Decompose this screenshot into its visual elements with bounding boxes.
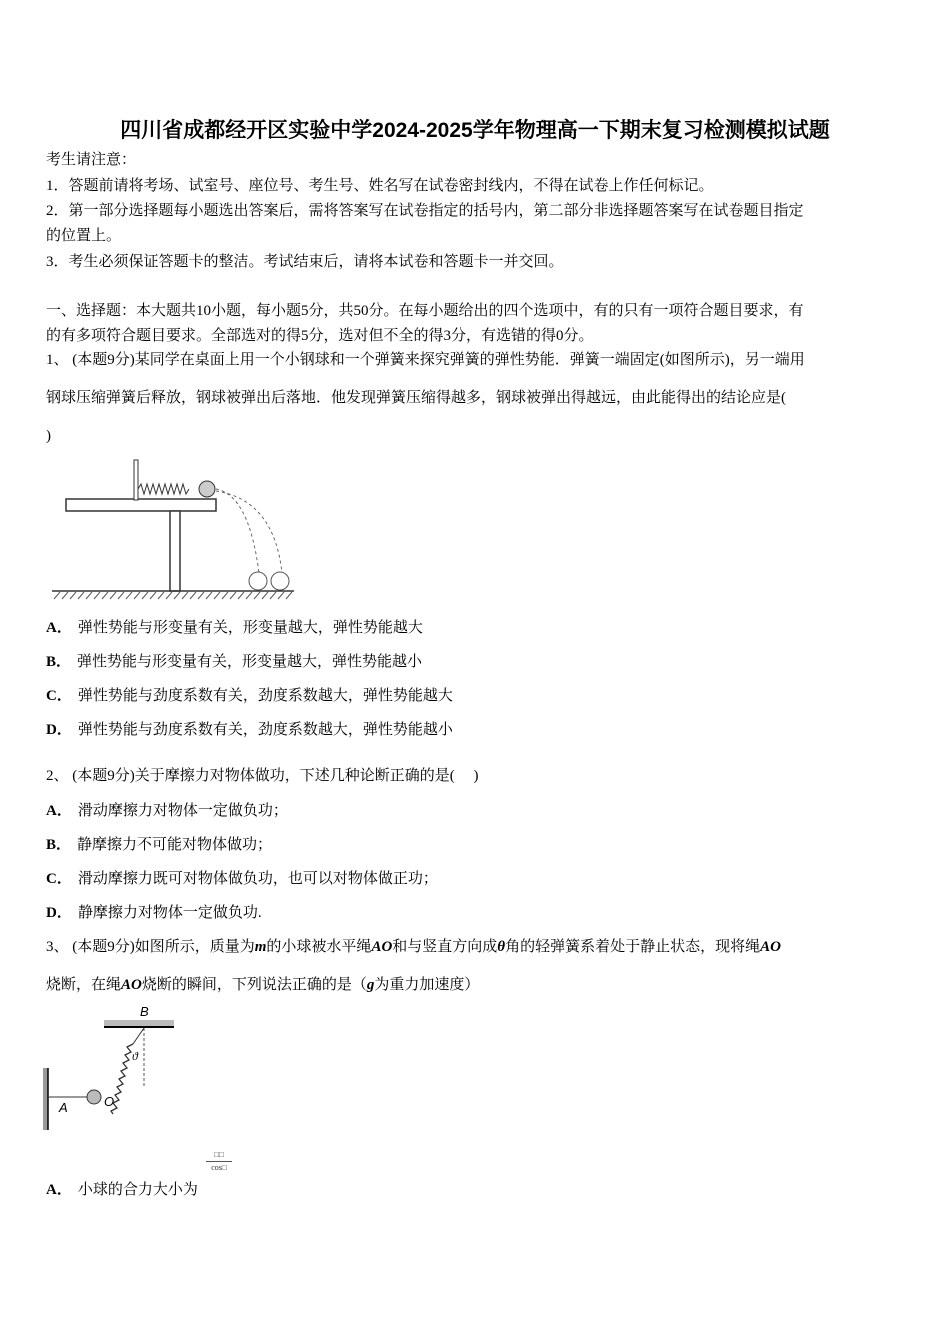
q1-option-d[interactable] [46, 720, 453, 740]
text: 3、 (本题9分)如图所示，质量为 [46, 939, 255, 955]
option-letter: C． [46, 688, 72, 704]
option-text: 小球的合力大小为 [77, 1182, 198, 1198]
notice-heading: 考生请注意： [46, 152, 137, 168]
notice-item: 2．第一部分选择题每小题选出答案后，需将答案写在试卷指定的括号内，第二部分非选择题答案写在试卷题目指定 [46, 203, 804, 219]
q1-option-a[interactable] [46, 618, 423, 638]
notice-item: 1．答题前请将考场、试室号、座位号、考生号、姓名写在试卷密封线内，不得在试卷上作任何标记。 [46, 178, 714, 194]
option-letter: B． [46, 654, 72, 670]
q2-option-b[interactable] [46, 835, 272, 855]
fraction-formula [206, 1150, 232, 1173]
option-letter: D． [46, 722, 72, 738]
fraction-denominator: cos□ [211, 1163, 227, 1172]
text: 烧断的瞬间，下列说法正确的是（ [141, 977, 367, 993]
q1-stem: 1、 (本题9分)某同学在桌面上用一个小钢球和一个弹簧来探究弹簧的弹性势能．弹簧一端固定(如图所示)，另一端用 [46, 352, 805, 368]
page-title: 四川省成都经开区实验中学2024-2025学年物理高一下期末复习检测模拟试题 [120, 119, 830, 142]
q2-option-a[interactable] [46, 801, 288, 821]
fraction-numerator: □□ [214, 1150, 224, 1159]
option-letter: D． [46, 905, 72, 921]
option-text: 弹性势能与劲度系数有关，劲度系数越大，弹性势能越小 [77, 722, 453, 738]
q1-stem: 钢球压缩弹簧后释放，钢球被弹出后落地．他发现弹簧压缩得越多，钢球被弹出得越远，由此能得出的结论应是( [46, 390, 787, 406]
section-intro: 的有多项符合题目要求。全部选对的得5分，选对但不全的得3分，有选错的得0分。 [46, 328, 594, 344]
text: 为重力加速度） [374, 977, 480, 993]
section-intro: 一、选择题：本大题共10小题，每小题5分，共50分。在每小题给出的四个选项中，有的只有一项符合题目要求，有 [46, 303, 804, 319]
spring-ball-figure [40, 1000, 190, 1135]
option-text: 静摩擦力对物体一定做负功. [77, 905, 262, 921]
option-text: 滑动摩擦力对物体一定做负功； [77, 803, 288, 819]
option-text: 弹性势能与劲度系数有关，劲度系数越大，弹性势能越大 [77, 688, 453, 704]
spring-table-figure [44, 455, 304, 610]
q3-option-a[interactable] [46, 1180, 198, 1200]
var-ao: AO [121, 977, 142, 993]
text: 角的轻弹簧系着处于静止状态，现将绳 [505, 939, 761, 955]
var-m: m [254, 939, 267, 955]
label-b: B [140, 1004, 149, 1019]
label-theta: ϑ [132, 1049, 138, 1063]
q1-option-c[interactable] [46, 686, 453, 706]
text: 和与竖直方向成 [392, 939, 498, 955]
label-a: A [59, 1100, 68, 1115]
var-g: g [366, 977, 375, 993]
option-letter: A． [46, 803, 72, 819]
q2-stem: 2、 (本题9分)关于摩擦力对物体做功，下述几种论断正确的是( ) [46, 768, 479, 784]
notice-item: 3．考生必须保证答题卡的整洁。考试结束后，请将本试卷和答题卡一并交回。 [46, 254, 564, 270]
q2-option-c[interactable] [46, 869, 438, 889]
q3-stem [46, 975, 479, 995]
option-text: 弹性势能与形变量有关，形变量越大，弹性势能越小 [77, 654, 423, 670]
label-o: O [104, 1094, 115, 1109]
option-text: 弹性势能与形变量有关，形变量越大，弹性势能越大 [77, 620, 423, 636]
q3-stem [46, 937, 781, 957]
option-text: 滑动摩擦力既可对物体做负功，也可以对物体做正功； [77, 871, 438, 887]
notice-item: 的位置上。 [46, 228, 122, 244]
var-ao: AO [371, 939, 393, 955]
option-text: 静摩擦力不可能对物体做功； [77, 837, 273, 853]
option-letter: C． [46, 871, 72, 887]
q2-option-d[interactable] [46, 903, 262, 923]
option-letter: A． [46, 1182, 72, 1198]
option-letter: A． [46, 620, 72, 636]
text: 烧断，在绳 [46, 977, 122, 993]
q1-option-b[interactable] [46, 652, 422, 672]
option-letter: B． [46, 837, 72, 853]
fraction-bar [206, 1161, 232, 1162]
text: 的小球被水平绳 [266, 939, 372, 955]
var-theta: θ [497, 939, 506, 955]
var-ao: AO [760, 939, 781, 955]
q1-stem: ) [46, 428, 51, 444]
